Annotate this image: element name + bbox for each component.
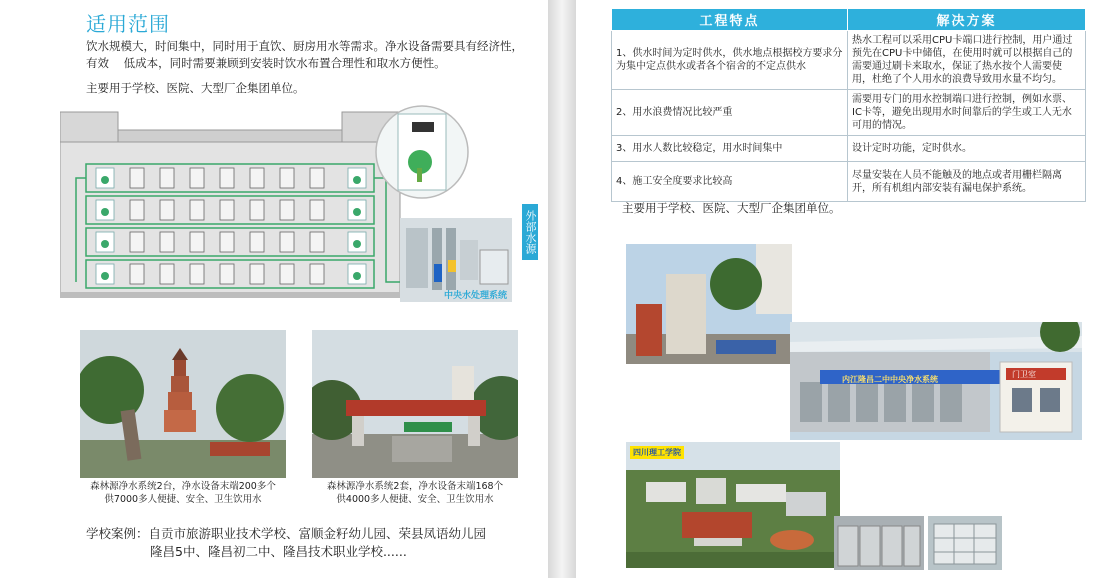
intro-line-1: 饮水规模大，时间集中，同时用于直饮、厨房用水等需求。净水设备需要具有经济性， (86, 39, 523, 53)
right-page (576, 0, 1100, 578)
aerial-label: 四川理工学院 (630, 446, 684, 459)
solution-cell: 热水工程可以采用CPU卡端口进行控制，用户通过预先在CPU卡中储值，在使用时就可以根据自己的需要通过刷卡来取水，保证了热水按个人需要使用，杜绝了个人用水的浪费导致用水量不均匀。 (848, 31, 1086, 90)
feature-cell: 4、施工安全度要求比较高 (612, 162, 848, 202)
page-gutter (548, 0, 576, 578)
left-page (0, 0, 548, 578)
equipment-banner: 内江隆昌二中中央净水系统 (842, 375, 938, 384)
guard-box-sign: 门卫室 (1012, 370, 1036, 379)
campus-aerial-photo (626, 442, 840, 568)
photo-1-caption (80, 480, 286, 506)
intro-sub: 主要用于学校、医院、大型厂企集团单位。 (86, 81, 305, 95)
solution-cell: 尽量安装在人员不能触及的地点或者用栅栏隔离开，所有机组内部安装有漏电保护系统。 (848, 162, 1086, 202)
equipment-yard-photo (790, 322, 1082, 440)
solution-cell: 设计定时功能，定时供水。 (848, 136, 1086, 162)
photo-1-caption-line-2: 供7000多人便捷、安全、卫生饮用水 (104, 494, 262, 505)
right-sub-text: 主要用于学校、医院、大型厂企集团单位。 (622, 201, 841, 215)
cases-line-1: 学校案例：自贡市旅游职业技术学校、富顺金籽幼儿园、荣县凤语幼儿园 (86, 526, 487, 541)
solution-cell: 需要用专门的用水控制端口进行控制，例如水票、IC卡等，避免出现用水时间靠后的学生或工人无水可用的情况。 (848, 90, 1086, 136)
table-row (612, 31, 1086, 90)
cases-line-2: 隆昌5中、隆昌初二中、隆昌技术职业学校...... (150, 544, 407, 559)
table-header-solutions: 解决方案 (848, 9, 1086, 31)
units-photo (834, 516, 924, 570)
table-header-features: 工程特点 (612, 9, 848, 31)
feature-cell: 1、供水时间为定时供水，供水地点根据校方要求分为集中定点供水或者各个宿舍的不定点供水 (612, 31, 848, 90)
photo-2-caption-line-2: 供4000多人便捷、安全、卫生饮用水 (336, 494, 494, 505)
campus-gate-photo (626, 244, 792, 364)
feature-cell: 2、用水浪费情况比较严重 (612, 90, 848, 136)
photo-2-caption (312, 480, 518, 506)
school-photo-2 (312, 330, 518, 478)
tanks-photo (928, 516, 1002, 570)
section-title: 适用范围 (86, 12, 170, 36)
photo-2-caption-line-1: 森林源净水系统2套，净水设备末端168个 (326, 481, 504, 492)
table-row (612, 90, 1086, 136)
table-row (612, 162, 1086, 202)
intro-line-2: 有效 低成本，同时需要兼顾到安装时饮水布置合理性和取水方便性。 (86, 56, 446, 70)
school-photo-1 (80, 330, 286, 478)
photo-1-caption-line-1: 森林源净水系统2台，净水设备末端200多个 (90, 481, 276, 492)
table-row (612, 136, 1086, 162)
intro-text (86, 38, 526, 72)
school-cases (86, 525, 486, 561)
feature-cell: 3、用水人数比较稳定，用水时间集中 (612, 136, 848, 162)
external-water-label: 外部水源 (522, 204, 538, 260)
plant-caption: 中央水处理系统 (444, 291, 508, 301)
features-table (611, 8, 1086, 202)
